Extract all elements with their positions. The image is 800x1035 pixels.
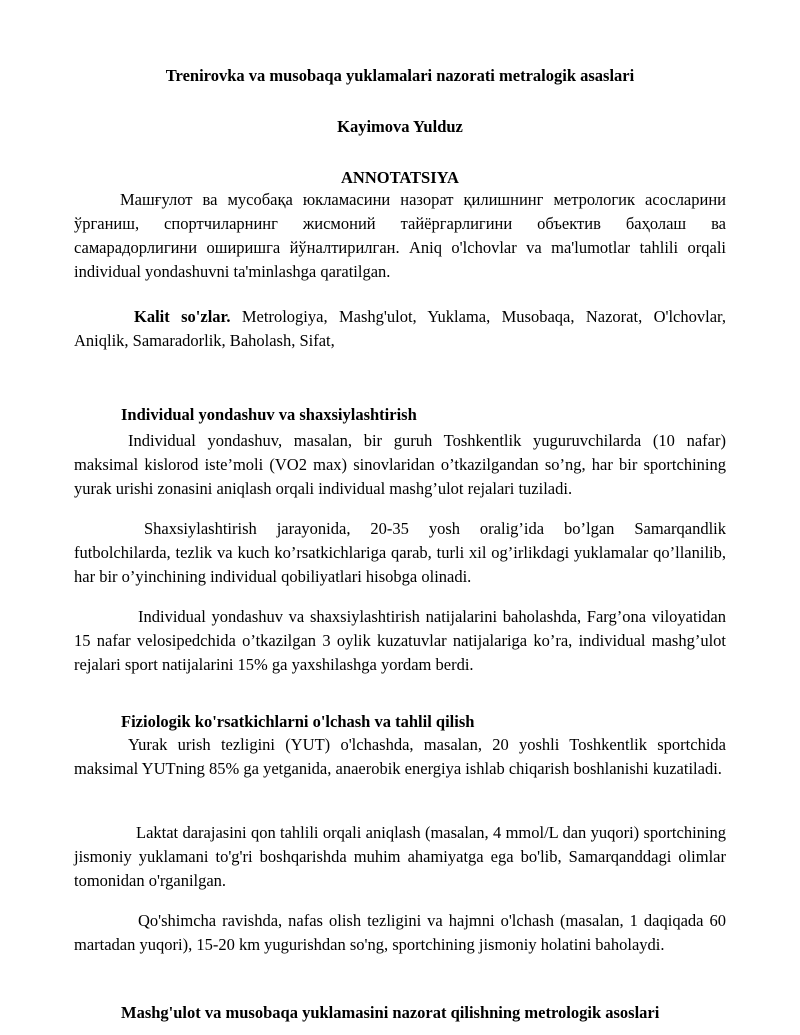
section-2-paragraph-2: Laktat darajasini qon tahlili orqali aniqlash (masalan, 4 mmol/L dan yuqori) sportchining jismoniy yuklamani to'g'ri boshqarishda muhim ahamiyatga ega bo'lib, Samarqanddagi olimlar tomonidan o'rganilgan. — [74, 823, 726, 890]
keywords-text: Metrologiya, Mashg'ulot, Yuklama, Musobaqa, Nazorat, O'lchovlar, Aniqlik, Samaradorlik, Baholash, Sifat, — [74, 307, 726, 350]
author-name: Kayimova Yulduz — [337, 117, 463, 136]
section-1-paragraph-2: Shaxsiylashtirish jarayonida, 20-35 yosh oralig’ida bo’lgan Samarqandlik futbolchilarda, tezlik va kuch ko’rsatkichlariga qarab, turli xil og’irlikdagi yuklamalar qo’llanilib, har bir o’yinchining individual qobiliyatlari hisobga olinadi. — [74, 519, 726, 586]
keywords-label: Kalit so'zlar. — [134, 307, 231, 326]
section-2-paragraph-3: Qo'shimcha ravishda, nafas olish tezligini va hajmni o'lchash (masalan, 1 daqiqada 60 martadan yuqori), 15-20 km yugurishdan so'ng, sportchining jismoniy holatini baholaydi. — [74, 911, 726, 954]
section-heading-fiziologik: Fiziologik ko'rsatkichlarni o'lchash va tahlil qilish — [121, 712, 475, 731]
document-title: Trenirovka va musobaqa yuklamalari nazorati metralogik asaslari — [165, 66, 635, 85]
annotation-text: Машғулот ва мусобақа юкламасини назорат қилишнинг метрологик асосларини ўрганиш, спортчиларнинг жисмоний тайёргарлигини объектив баҳолаш ва самарадорлигини оширишга йўналтирилган. Aniq o'lchovlar va ma'lumotlar tahlili orqali individual yondashuvni ta'minlashga qaratilgan. — [74, 190, 726, 281]
keywords-paragraph — [74, 305, 726, 353]
annotation-heading: ANNOTATSIYA — [341, 168, 459, 187]
section-1-paragraph-3: Individual yondashuv va shaxsiylashtirish natijalarini baholashda, Farg’ona viloyatidan 15 nafar velosipedchida o’tkazilgan 3 oylik kuzatuvlar natijalariga ko’ra, individual mashg’ulot rejalari sport natijalarini 15% ga yaxshilashga yordam berdi. — [74, 607, 726, 674]
section-heading-mashgulot: Mashg'ulot va musobaqa yuklamasini nazorat qilishning metrologik asoslari — [121, 1003, 660, 1022]
section-heading-individual: Individual yondashuv va shaxsiylashtirish — [121, 405, 417, 424]
section-2-paragraph-1: Yurak urish tezligini (YUT) o'lchashda, masalan, 20 yoshli Toshkentlik sportchida maksimal YUTning 85% ga yetganida, anaerobik energiya ishlab chiqarish boshlanishi kuzatiladi. — [74, 735, 726, 778]
section-1-paragraph-1: Individual yondashuv, masalan, bir guruh Toshkentlik yuguruvchilarda (10 nafar) maksimal kislorod iste’moli (VO2 max) sinovlaridan o’tkazilgandan so’ng, har bir sportchining yurak urishi zonasini aniqlash orqali individual mashg’ulot rejalari tuziladi. — [74, 431, 726, 498]
